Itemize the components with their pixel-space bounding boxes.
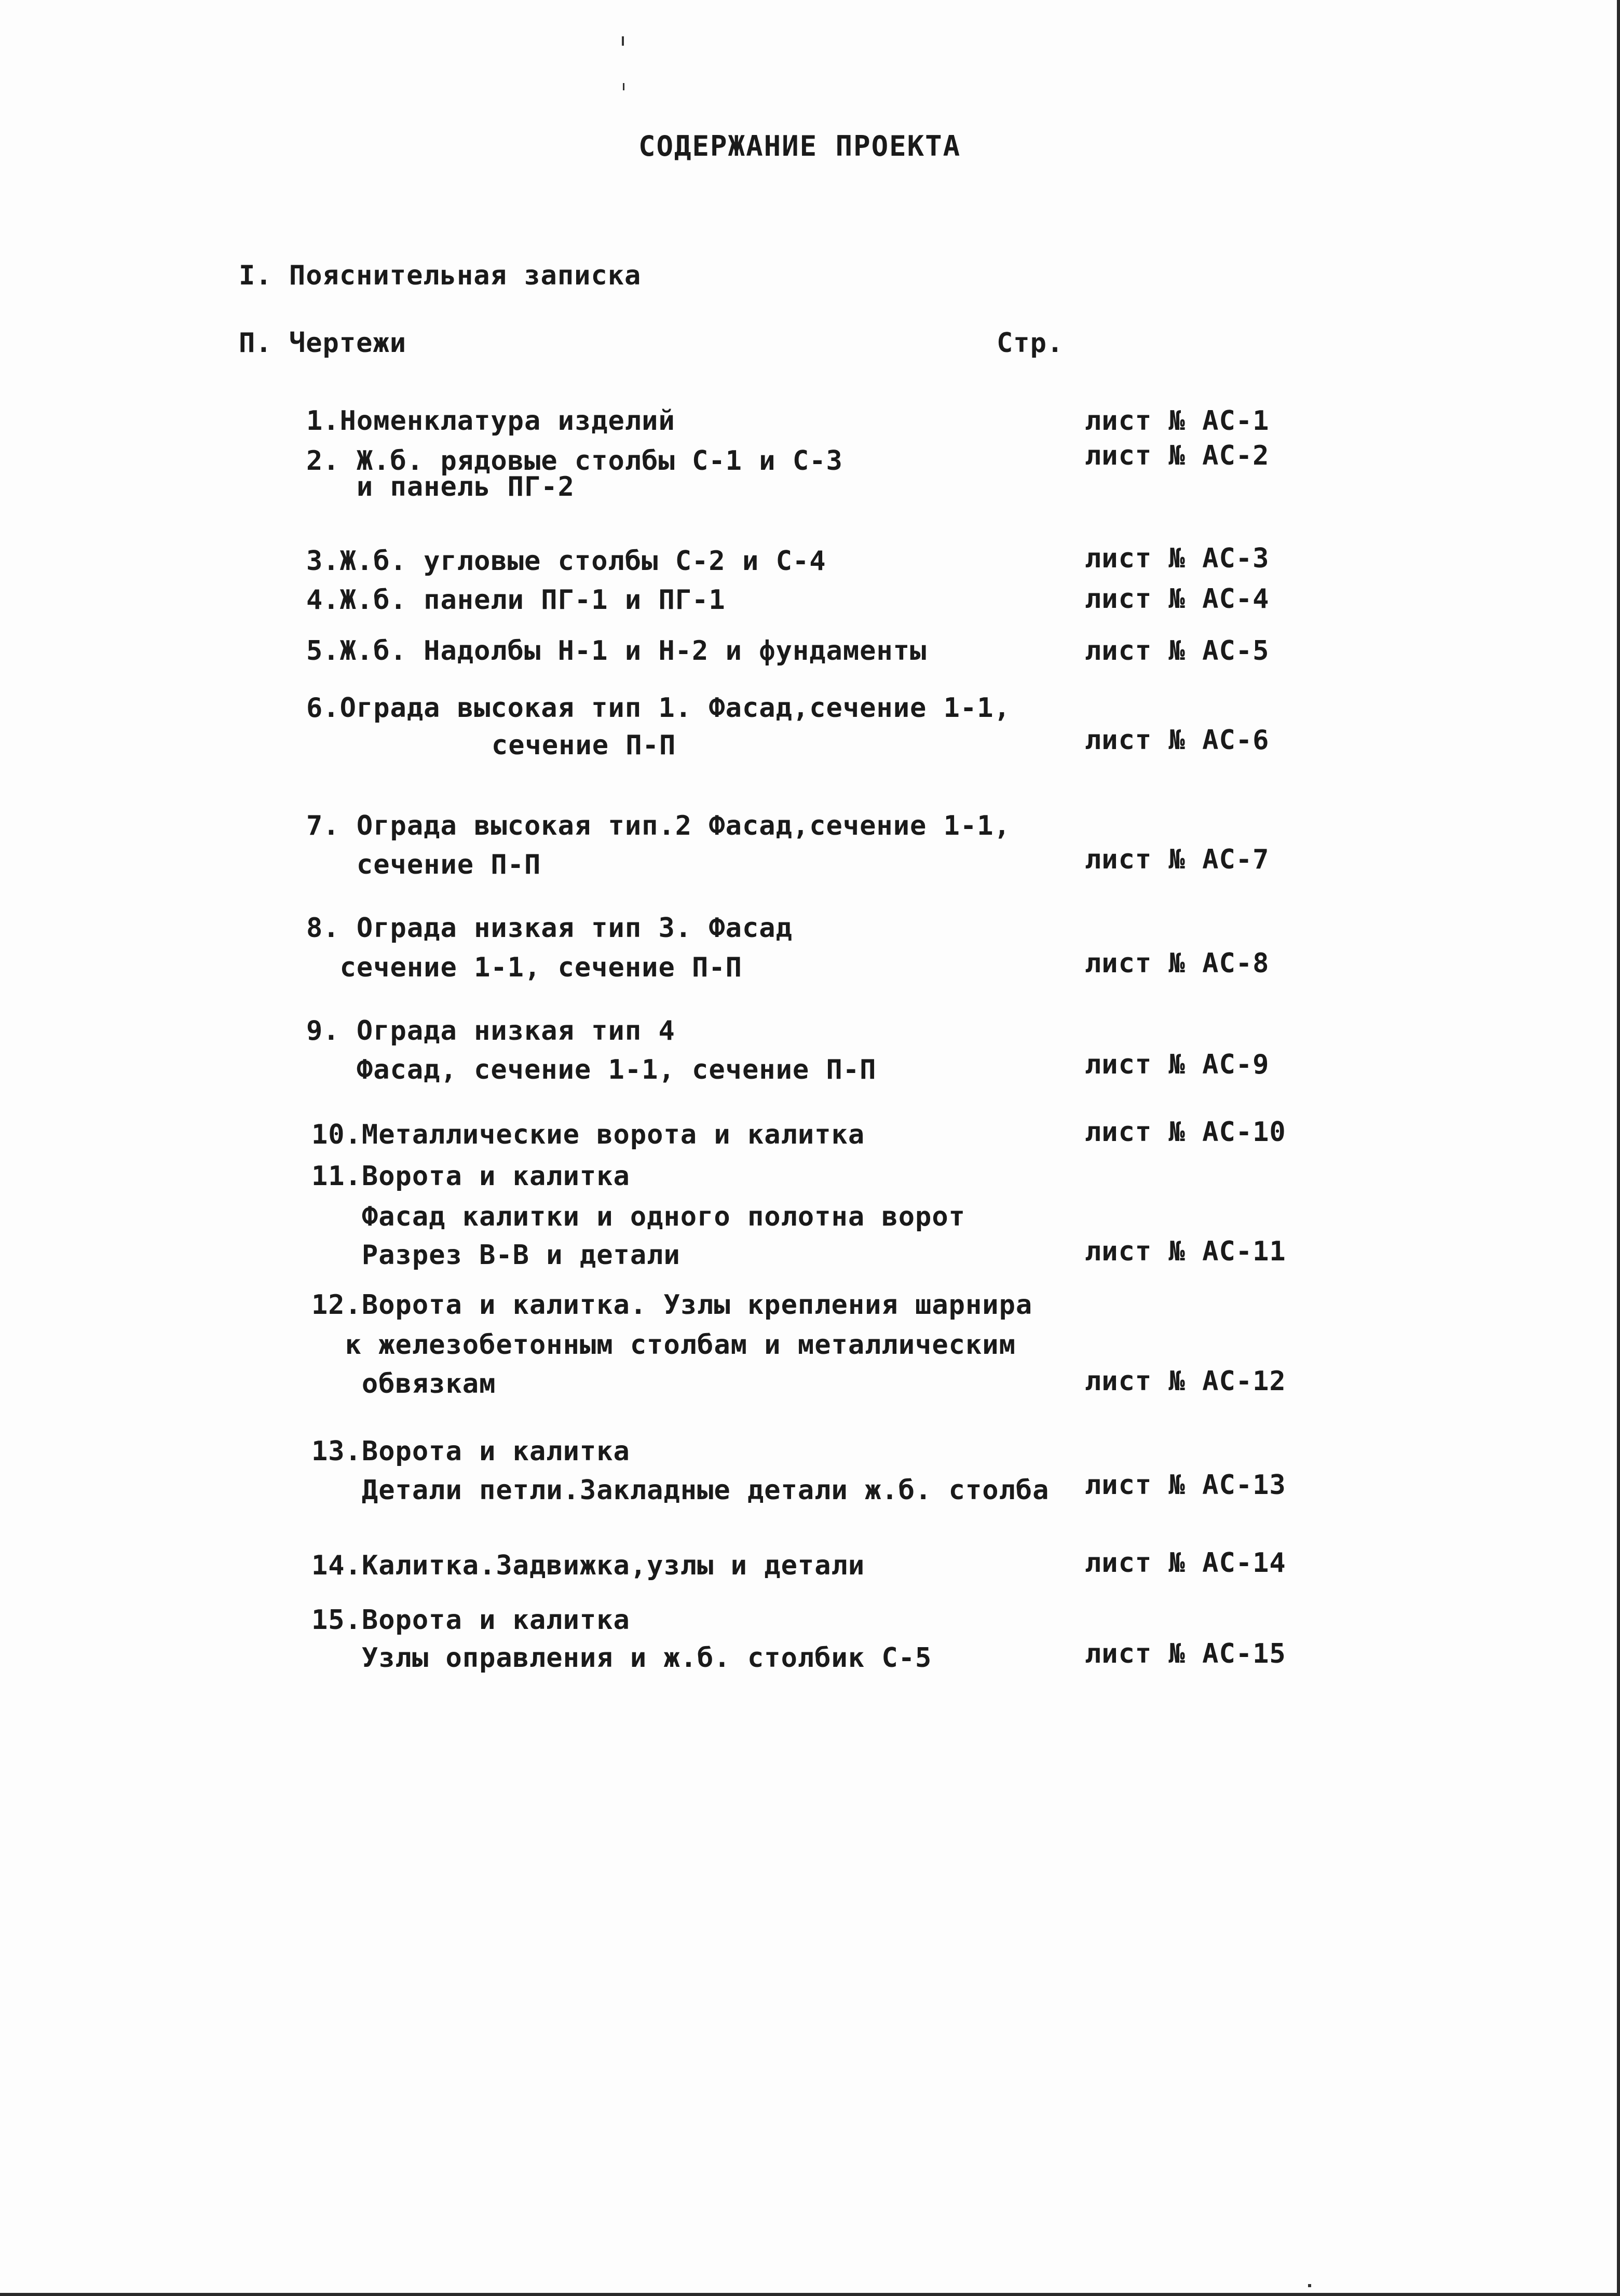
- toc-item-2-line-1: 2. Ж.б. рядовые столбы С-1 и С-3: [306, 445, 843, 477]
- toc-item-6-sheet: лист № АС-6: [1085, 725, 1270, 756]
- toc-item-12-line-3: обвязкам: [311, 1368, 496, 1400]
- toc-item-11-line-1: 11.Ворота и калитка: [311, 1161, 630, 1192]
- section-drawings-page-note: Стр.: [997, 328, 1064, 359]
- toc-item-15-sheet: лист № АС-15: [1085, 1638, 1286, 1669]
- toc-item-9-line-2: Фасад, сечение 1-1, сечение П-П: [306, 1054, 877, 1085]
- toc-item-8-line-2: сечение 1-1, сечение П-П: [306, 952, 742, 983]
- toc-item-5-line-1: 5.Ж.б. Надолбы Н-1 и Н-2 и фундаменты: [306, 635, 927, 667]
- toc-item-10-sheet: лист № АС-10: [1085, 1117, 1286, 1148]
- toc-item-5-sheet: лист № АС-5: [1085, 635, 1270, 667]
- toc-item-6-line-2: сечение П-П: [441, 730, 676, 761]
- scan-speck: [623, 83, 624, 90]
- toc-item-11-sheet: лист № АС-11: [1085, 1236, 1286, 1267]
- toc-item-3-sheet: лист № АС-3: [1085, 543, 1270, 574]
- toc-item-13-line-2: Детали петли.Закладные детали ж.б. столба: [311, 1475, 1050, 1506]
- toc-item-4-sheet: лист № АС-4: [1085, 583, 1270, 615]
- toc-item-2-line-2: и панель ПГ-2: [306, 471, 575, 502]
- toc-item-8-line-1: 8. Ограда низкая тип 3. Фасад: [306, 913, 793, 944]
- scan-speck: [622, 36, 624, 46]
- toc-item-13-sheet: лист № АС-13: [1085, 1470, 1286, 1501]
- toc-item-10-line-1: 10.Металлические ворота и калитка: [311, 1119, 865, 1150]
- toc-item-7-line-1: 7. Ограда высокая тип.2 Фасад,сечение 1-1,: [306, 810, 1011, 841]
- toc-item-14-sheet: лист № АС-14: [1085, 1547, 1286, 1579]
- toc-item-7-sheet: лист № АС-7: [1085, 844, 1270, 875]
- toc-item-15-line-2: Узлы оправления и ж.б. столбик С-5: [311, 1642, 932, 1674]
- toc-item-4-line-1: 4.Ж.б. панели ПГ-1 и ПГ-1: [306, 585, 726, 616]
- toc-item-11-line-2: Фасад калитки и одного полотна ворот: [311, 1201, 965, 1232]
- page-title: СОДЕРЖАНИЕ ПРОЕКТА: [638, 130, 961, 162]
- toc-item-8-sheet: лист № АС-8: [1085, 948, 1270, 979]
- toc-item-6-line-1: 6.Ограда высокая тип 1. Фасад,сечение 1-1,: [306, 692, 1011, 724]
- toc-item-9-line-1: 9. Ограда низкая тип 4: [306, 1015, 675, 1047]
- toc-item-14-line-1: 14.Калитка.Задвижка,узлы и детали: [311, 1550, 865, 1581]
- toc-item-1-line-1: 1.Номенклатура изделий: [306, 405, 675, 437]
- toc-item-7-line-2: сечение П-П: [306, 849, 541, 880]
- section-explanatory-note: I. Пояснительная записка: [239, 260, 642, 291]
- section-drawings: П. Чертежи: [239, 328, 407, 359]
- toc-item-12-sheet: лист № АС-12: [1085, 1366, 1286, 1397]
- toc-item-12-line-2: к железобетонным столбам и металлическим: [311, 1329, 1016, 1361]
- toc-item-3-line-1: 3.Ж.б. угловые столбы С-2 и С-4: [306, 546, 826, 577]
- toc-item-1-sheet: лист № АС-1: [1085, 405, 1270, 437]
- toc-item-2-sheet: лист № АС-2: [1085, 440, 1270, 471]
- toc-item-12-line-1: 12.Ворота и калитка. Узлы крепления шарнира: [311, 1289, 1033, 1321]
- toc-item-13-line-1: 13.Ворота и калитка: [311, 1436, 630, 1467]
- toc-item-15-line-1: 15.Ворота и калитка: [311, 1605, 630, 1636]
- toc-item-11-line-3: Разрез В-В и детали: [311, 1240, 680, 1271]
- toc-item-9-sheet: лист № АС-9: [1085, 1049, 1270, 1080]
- scan-speck: [1308, 2284, 1311, 2287]
